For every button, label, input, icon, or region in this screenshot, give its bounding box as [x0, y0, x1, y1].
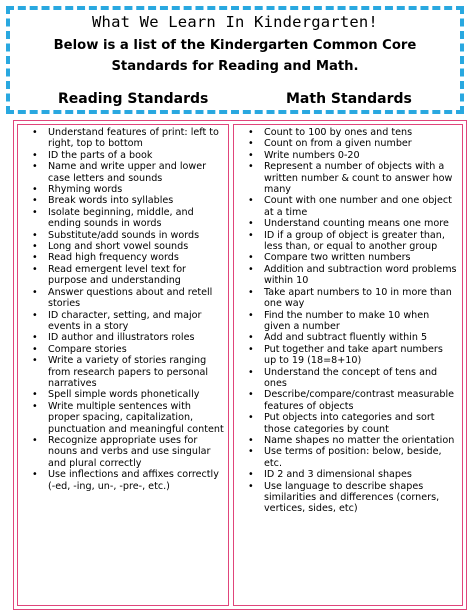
list-item: • Count on from a given number — [234, 138, 462, 149]
list-item: • Represent a number of objects with a written number & count to answer how many — [234, 161, 462, 195]
page-title: What We Learn In Kindergarten! — [92, 13, 378, 31]
page-subtitle: Below is a list of the Kindergarten Common Core Standards for Reading and Math. — [53, 38, 417, 74]
list-item: • Long and short vowel sounds — [18, 241, 228, 252]
list-item: • Read high frequency words — [18, 252, 228, 263]
list-item: • Rhyming words — [18, 184, 228, 195]
list-item: • Understand counting means one more — [234, 218, 462, 229]
list-item: • Take apart numbers to 10 in more than one way — [234, 287, 462, 310]
math-standards-heading: Math Standards — [280, 91, 418, 107]
list-item: • Understand the concept of tens and ones — [234, 367, 462, 390]
list-item: • Write a variety of stories ranging from research papers to personal narratives — [18, 355, 228, 389]
list-item: • ID character, setting, and major events in a story — [18, 310, 228, 333]
list-item: • ID 2 and 3 dimensional shapes — [234, 469, 462, 480]
math-standards-column — [233, 124, 463, 606]
reading-standards-heading: Reading Standards — [52, 91, 214, 107]
list-item: • ID author and illustrators roles — [18, 332, 228, 343]
list-item: • Use language to describe shapes similarities and differences (corners, vertices, sides, etc) — [234, 481, 462, 515]
list-item: • Answer questions about and retell stories — [18, 287, 228, 310]
list-item: • Put together and take apart numbers up to 19 (18=8+10) — [234, 344, 462, 367]
list-item: • Describe/compare/contrast measurable features of objects — [234, 389, 462, 412]
list-item: • Name shapes no matter the orientation — [234, 435, 462, 446]
list-item: • Spell simple words phonetically — [18, 389, 228, 400]
list-item: • Compare stories — [18, 344, 228, 355]
list-item: • Use terms of position: below, beside, etc. — [234, 446, 462, 469]
list-item: • Count with one number and one object at a time — [234, 195, 462, 218]
list-item: • Write multiple sentences with proper spacing, capitalization, punctuation and meaningful content — [18, 401, 228, 435]
list-item: • Add and subtract fluently within 5 — [234, 332, 462, 343]
list-item: • Recognize appropriate uses for nouns and verbs and use singular and plural correctly — [18, 435, 228, 469]
list-item: • Understand features of print: left to right, top to bottom — [18, 127, 228, 150]
reading-standards-column — [17, 124, 229, 606]
math-standards-list — [234, 125, 462, 515]
list-item: • ID the parts of a book — [18, 150, 228, 161]
list-item: • Compare two written numbers — [234, 252, 462, 263]
list-item: • Write numbers 0-20 — [234, 150, 462, 161]
list-item: • Addition and subtraction word problems within 10 — [234, 264, 462, 287]
reading-standards-list — [18, 125, 228, 492]
list-item: • Use inflections and affixes correctly (-ed, -ing, un-, -pre-, etc.) — [18, 469, 228, 492]
list-item: • Read emergent level text for purpose and understanding — [18, 264, 228, 287]
list-item: • Count to 100 by ones and tens — [234, 127, 462, 138]
list-item: • ID if a group of object is greater than, less than, or equal to another group — [234, 230, 462, 253]
list-item: • Break words into syllables — [18, 195, 228, 206]
list-item: • Substitute/add sounds in words — [18, 230, 228, 241]
list-item: • Find the number to make 10 when given a number — [234, 310, 462, 333]
list-item: • Put objects into categories and sort those categories by count — [234, 412, 462, 435]
list-item: • Isolate beginning, middle, and ending sounds in words — [18, 207, 228, 230]
list-item: • Name and write upper and lower case letters and sounds — [18, 161, 228, 184]
